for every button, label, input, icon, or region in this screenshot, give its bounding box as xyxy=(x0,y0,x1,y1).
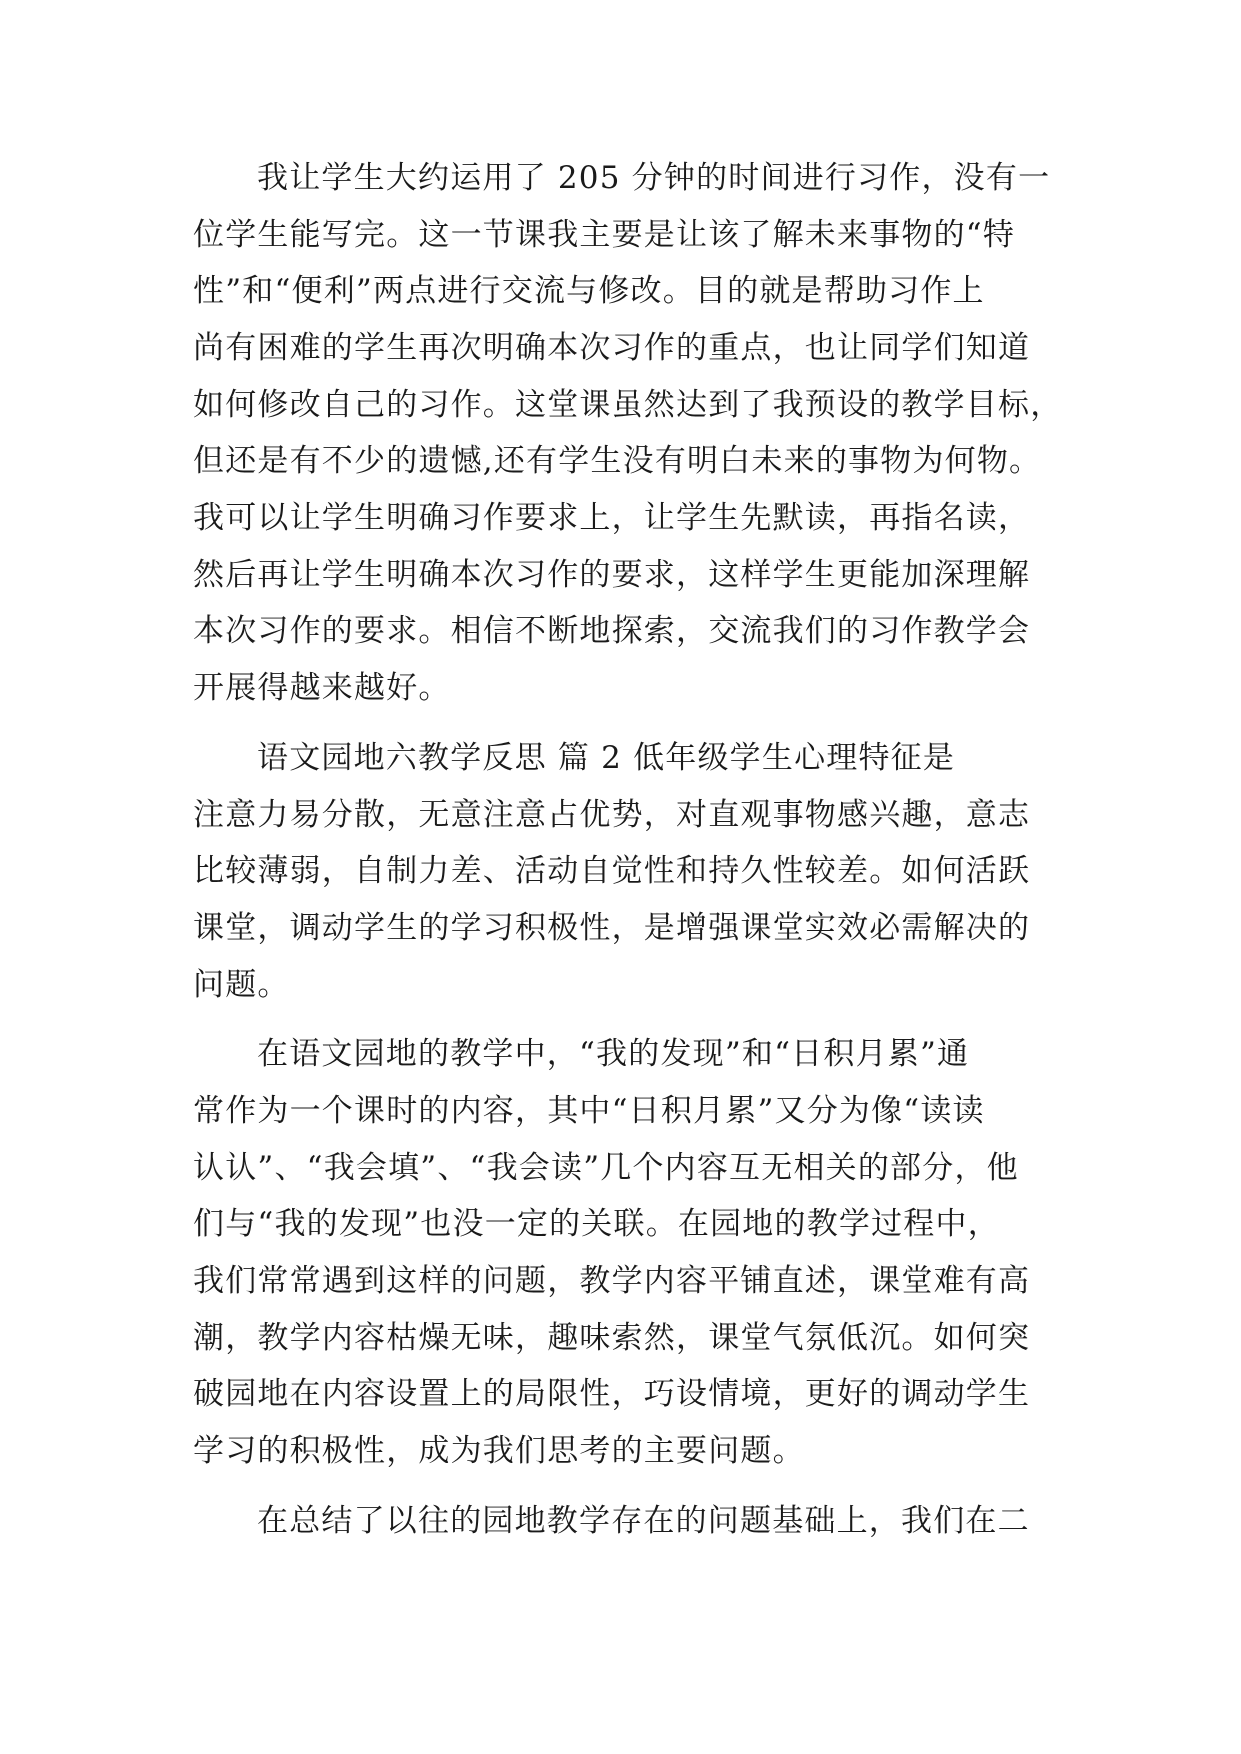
text-line: 我让学生大约运用了 205 分钟的时间进行习作，没有一 xyxy=(257,160,1051,196)
text-line: 尚有困难的学生再次明确本次习作的重点，也让同学们知道 xyxy=(193,330,1031,366)
text-line: 我可以让学生明确习作要求上，让学生先默读，再指名读， xyxy=(193,500,1031,536)
text-line: 问题。 xyxy=(193,967,290,1003)
text-line: 性”和“便利”两点进行交流与修改。目的就是帮助习作上 xyxy=(193,273,985,309)
text-line: 位学生能写完。这一节课我主要是让该了解未来事物的“特 xyxy=(193,217,1016,253)
text-line: 在总结了以往的园地教学存在的问题基础上，我们在二 xyxy=(257,1503,1030,1539)
text-line: 课堂，调动学生的学习积极性，是增强课堂实效必需解决的 xyxy=(193,910,1031,946)
text-line: 认认”、“我会填”、“我会读”几个内容互无相关的部分，他 xyxy=(193,1150,1019,1186)
text-line: 们与“我的发现”也没一定的关联。在园地的教学过程中， xyxy=(193,1206,1000,1242)
text-line: 但还是有不少的遗憾,还有学生没有明白未来的事物为何物。 xyxy=(193,443,1042,479)
text-line: 然后再让学生明确本次习作的要求，这样学生更能加深理解 xyxy=(193,557,1031,593)
text-line: 潮，教学内容枯燥无味，趣味索然，课堂气氛低沉。如何突 xyxy=(193,1320,1031,1356)
text-line: 语文园地六教学反思 篇 2 低年级学生心理特征是 xyxy=(257,740,956,776)
text-line: 常作为一个课时的内容，其中“日积月累”又分为像“读读 xyxy=(193,1093,985,1129)
text-line: 注意力易分散，无意注意占优势，对直观事物感兴趣，意志 xyxy=(193,797,1031,833)
text-line: 如何修改自己的习作。这堂课虽然达到了我预设的教学目标， xyxy=(193,387,1063,423)
text-line: 比较薄弱，自制力差、活动自觉性和持久性较差。如何活跃 xyxy=(193,853,1031,889)
text-line: 在语文园地的教学中，“我的发现”和“日积月累”通 xyxy=(257,1036,970,1072)
text-line: 本次习作的要求。相信不断地探索，交流我们的习作教学会 xyxy=(193,613,1031,649)
text-line: 破园地在内容设置上的局限性，巧设情境，更好的调动学生 xyxy=(193,1376,1031,1412)
text-line: 学习的积极性，成为我们思考的主要问题。 xyxy=(193,1433,805,1469)
text-line: 我们常常遇到这样的问题，教学内容平铺直述，课堂难有高 xyxy=(193,1263,1031,1299)
text-line: 开展得越来越好。 xyxy=(193,670,451,706)
